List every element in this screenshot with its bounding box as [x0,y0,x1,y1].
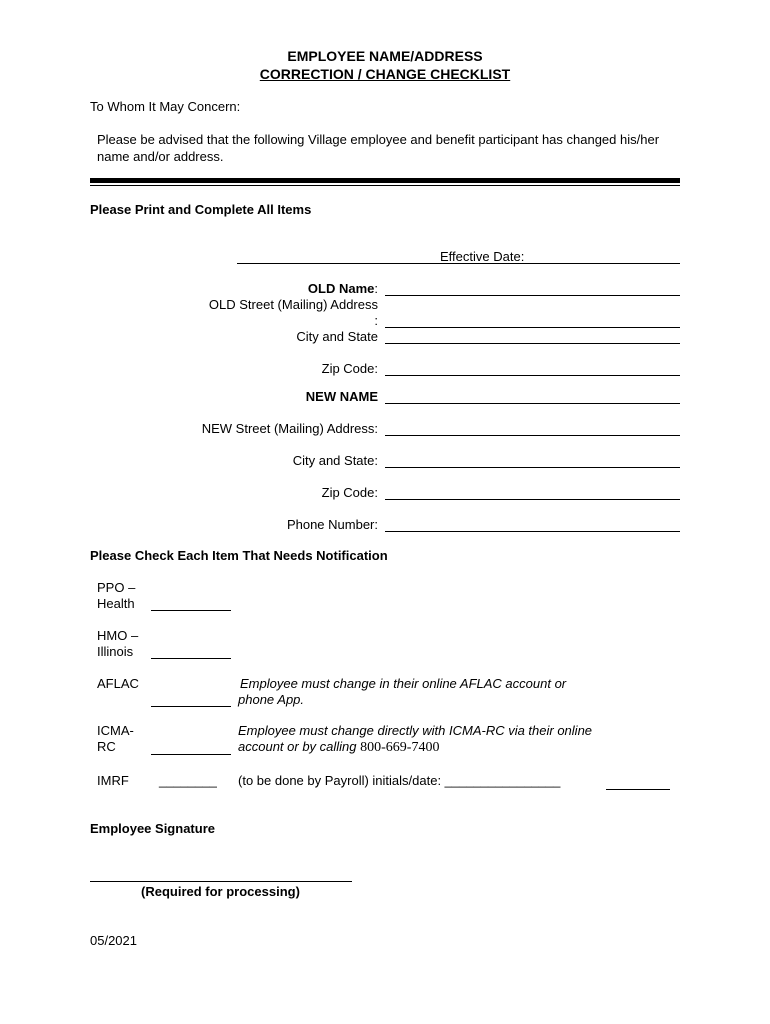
ppo-check-field[interactable] [151,610,231,611]
aflac-check-field[interactable] [151,706,231,707]
section-divider-thin [90,185,680,186]
new-name-field[interactable] [385,403,680,404]
signature-field[interactable] [90,881,352,882]
old-name-label-text: OLD Name [307,281,375,296]
icma-label-line2: RC [97,739,116,754]
effective-date-label: Effective Date: [440,249,525,264]
imrf-extra-field[interactable] [606,789,670,790]
old-street-colon: : [374,313,378,328]
icma-check-field[interactable] [151,754,231,755]
form-title-line1: EMPLOYEE NAME/ADDRESS [287,48,483,64]
icma-note-line2 [238,739,439,756]
section-heading-notification: Please Check Each Item That Needs Notification [90,548,388,563]
new-street-label: NEW Street (Mailing) Address: [201,421,378,436]
icma-phone-number: 800-669-7400 [360,740,440,755]
new-street-field[interactable] [385,435,680,436]
phone-number-label: Phone Number: [286,517,378,532]
intro-paragraph-line1: Please be advised that the following Village employee and benefit participant has changed his/her [97,132,660,147]
icma-note-line2-text: account or by calling [238,739,361,754]
section-heading-complete-items: Please Print and Complete All Items [90,202,312,217]
aflac-label: AFLAC [97,676,139,691]
employee-signature-label: Employee Signature [90,821,215,836]
new-zip-field[interactable] [385,499,680,500]
form-title-line2 [0,66,770,82]
ppo-label-line2: Health [97,596,135,611]
old-name-field[interactable] [385,295,680,296]
new-name-label: NEW NAME [305,389,378,404]
imrf-note: (to be done by Payroll) initials/date: ________________ [238,773,561,788]
ppo-label-line1: PPO – [97,580,136,595]
new-zip-label: Zip Code: [321,485,378,500]
phone-number-field[interactable] [385,531,680,532]
old-zip-field[interactable] [385,375,680,376]
new-city-state-label: City and State: [292,453,378,468]
old-city-state-field[interactable] [385,343,680,344]
imrf-label: IMRF [97,773,129,788]
signature-required-note: (Required for processing) [141,884,300,899]
icma-note-line1: Employee must change directly with ICMA-RC via their online [238,723,593,738]
section-divider [90,178,680,183]
icma-label-line1: ICMA- [97,723,134,738]
hmo-label-line2: Illinois [97,644,134,659]
old-name-label [308,281,378,296]
form-title-line2-text: CORRECTION / CHANGE CHECKLIST [259,66,511,82]
revision-date: 05/2021 [90,933,137,948]
aflac-note-line2: phone App. [238,692,305,707]
old-street-field[interactable] [385,327,680,328]
imrf-check-field[interactable]: ________ [159,773,217,788]
intro-paragraph-line2: name and/or address. [97,149,224,164]
salutation: To Whom It May Concern: [90,99,241,114]
old-city-state-label: City and State [296,329,378,344]
old-name-colon: : [374,281,378,296]
aflac-note-line1: Employee must change in their online AFLAC account or [240,676,567,691]
hmo-check-field[interactable] [151,658,231,659]
new-city-state-field[interactable] [385,467,680,468]
hmo-label-line1: HMO – [97,628,139,643]
old-street-label: OLD Street (Mailing) Address [208,297,378,312]
old-zip-label: Zip Code: [321,361,378,376]
